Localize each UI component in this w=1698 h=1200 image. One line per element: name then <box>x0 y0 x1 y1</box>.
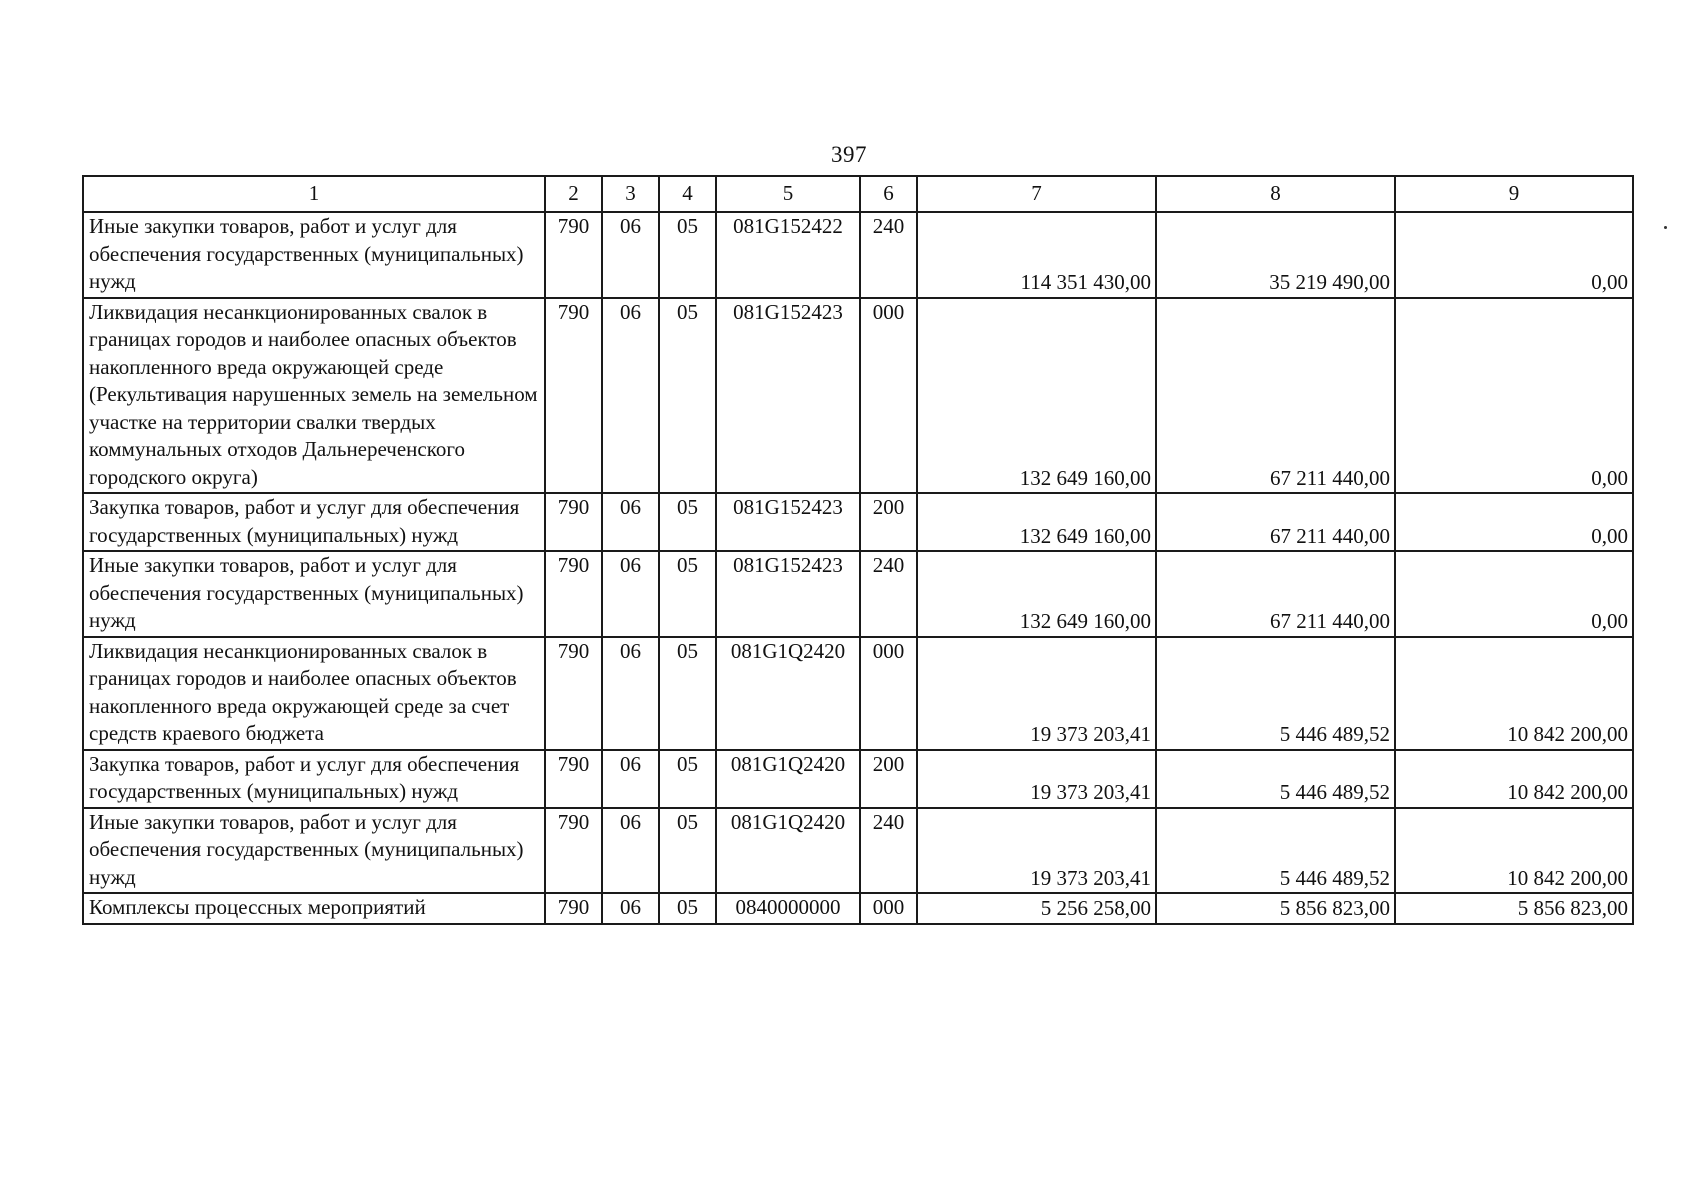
row-code-6: 240 <box>860 212 917 298</box>
row-amount-8: 5 856 823,00 <box>1156 893 1395 924</box>
row-code-5: 081G1Q2420 <box>716 808 860 894</box>
row-code-2: 790 <box>545 637 602 750</box>
column-header-8: 8 <box>1156 176 1395 212</box>
row-code-5: 081G1Q2420 <box>716 750 860 808</box>
budget-table <box>82 175 1634 925</box>
row-code-4: 05 <box>659 637 716 750</box>
column-header-9: 9 <box>1395 176 1633 212</box>
row-code-2: 790 <box>545 212 602 298</box>
row-name: Иные закупки товаров, работ и услуг для обеспечения государственных (муниципальных) нужд <box>83 212 545 298</box>
table-row <box>83 637 1633 750</box>
row-code-6: 240 <box>860 551 917 637</box>
row-code-2: 790 <box>545 493 602 551</box>
row-name: Иные закупки товаров, работ и услуг для обеспечения государственных (муниципальных) нужд <box>83 808 545 894</box>
table-row <box>83 212 1633 298</box>
row-code-4: 05 <box>659 212 716 298</box>
column-header-2: 2 <box>545 176 602 212</box>
row-amount-8: 5 446 489,52 <box>1156 808 1395 894</box>
table-row <box>83 298 1633 494</box>
row-code-3: 06 <box>602 212 659 298</box>
row-name: Комплексы процессных мероприятий <box>83 893 545 924</box>
row-code-3: 06 <box>602 637 659 750</box>
row-amount-9: 5 856 823,00 <box>1395 893 1633 924</box>
column-header-7: 7 <box>917 176 1156 212</box>
row-amount-9: 0,00 <box>1395 298 1633 494</box>
row-code-5: 081G152423 <box>716 298 860 494</box>
column-header-4: 4 <box>659 176 716 212</box>
row-amount-7: 114 351 430,00 <box>917 212 1156 298</box>
row-code-3: 06 <box>602 808 659 894</box>
row-amount-8: 67 211 440,00 <box>1156 493 1395 551</box>
row-code-6: 000 <box>860 637 917 750</box>
table-row <box>83 893 1633 924</box>
row-name: Иные закупки товаров, работ и услуг для обеспечения государственных (муниципальных) нужд <box>83 551 545 637</box>
row-amount-9: 10 842 200,00 <box>1395 808 1633 894</box>
row-amount-7: 5 256 258,00 <box>917 893 1156 924</box>
row-code-6: 200 <box>860 493 917 551</box>
row-amount-8: 67 211 440,00 <box>1156 298 1395 494</box>
row-code-5: 081G1Q2420 <box>716 637 860 750</box>
row-code-2: 790 <box>545 298 602 494</box>
column-header-5: 5 <box>716 176 860 212</box>
row-code-4: 05 <box>659 298 716 494</box>
row-code-4: 05 <box>659 750 716 808</box>
row-code-5: 081G152423 <box>716 493 860 551</box>
row-code-3: 06 <box>602 893 659 924</box>
row-code-4: 05 <box>659 808 716 894</box>
scan-speck <box>1664 226 1667 229</box>
row-code-2: 790 <box>545 808 602 894</box>
row-code-3: 06 <box>602 551 659 637</box>
row-amount-9: 0,00 <box>1395 493 1633 551</box>
column-header-1: 1 <box>83 176 545 212</box>
row-name: Ликвидация несанкционированных свалок в границах городов и наиболее опасных объектов накопленного вреда окружающей среде за счет средств краевого бюджета <box>83 637 545 750</box>
row-amount-7: 132 649 160,00 <box>917 493 1156 551</box>
row-amount-8: 5 446 489,52 <box>1156 750 1395 808</box>
column-number-row <box>83 176 1633 212</box>
row-amount-9: 0,00 <box>1395 212 1633 298</box>
row-amount-7: 19 373 203,41 <box>917 750 1156 808</box>
row-code-3: 06 <box>602 750 659 808</box>
row-code-2: 790 <box>545 893 602 924</box>
row-code-6: 200 <box>860 750 917 808</box>
row-amount-9: 10 842 200,00 <box>1395 637 1633 750</box>
row-name: Закупка товаров, работ и услуг для обеспечения государственных (муниципальных) нужд <box>83 750 545 808</box>
row-code-4: 05 <box>659 893 716 924</box>
row-code-6: 000 <box>860 893 917 924</box>
page-number: 397 <box>831 142 867 167</box>
row-amount-8: 5 446 489,52 <box>1156 637 1395 750</box>
column-header-3: 3 <box>602 176 659 212</box>
table-row <box>83 808 1633 894</box>
row-amount-7: 132 649 160,00 <box>917 298 1156 494</box>
table-row <box>83 551 1633 637</box>
row-code-5: 081G152423 <box>716 551 860 637</box>
row-code-4: 05 <box>659 493 716 551</box>
row-code-2: 790 <box>545 750 602 808</box>
row-code-5: 081G152422 <box>716 212 860 298</box>
row-amount-8: 67 211 440,00 <box>1156 551 1395 637</box>
row-code-6: 000 <box>860 298 917 494</box>
row-code-5: 0840000000 <box>716 893 860 924</box>
row-code-3: 06 <box>602 493 659 551</box>
row-code-6: 240 <box>860 808 917 894</box>
row-amount-9: 10 842 200,00 <box>1395 750 1633 808</box>
row-name: Закупка товаров, работ и услуг для обеспечения государственных (муниципальных) нужд <box>83 493 545 551</box>
row-amount-7: 19 373 203,41 <box>917 637 1156 750</box>
row-amount-7: 132 649 160,00 <box>917 551 1156 637</box>
column-header-6: 6 <box>860 176 917 212</box>
row-amount-9: 0,00 <box>1395 551 1633 637</box>
row-amount-8: 35 219 490,00 <box>1156 212 1395 298</box>
row-code-3: 06 <box>602 298 659 494</box>
table-header <box>83 176 1633 212</box>
table-row <box>83 750 1633 808</box>
table-body <box>83 212 1633 924</box>
row-name: Ликвидация несанкционированных свалок в границах городов и наиболее опасных объектов накопленного вреда окружающей среде (Рекультивация нарушенных земель на земельном участке на территории свалки твердых коммунальных отходов Дальнереченского городского округа) <box>83 298 545 494</box>
row-amount-7: 19 373 203,41 <box>917 808 1156 894</box>
table-row <box>83 493 1633 551</box>
row-code-2: 790 <box>545 551 602 637</box>
row-code-4: 05 <box>659 551 716 637</box>
